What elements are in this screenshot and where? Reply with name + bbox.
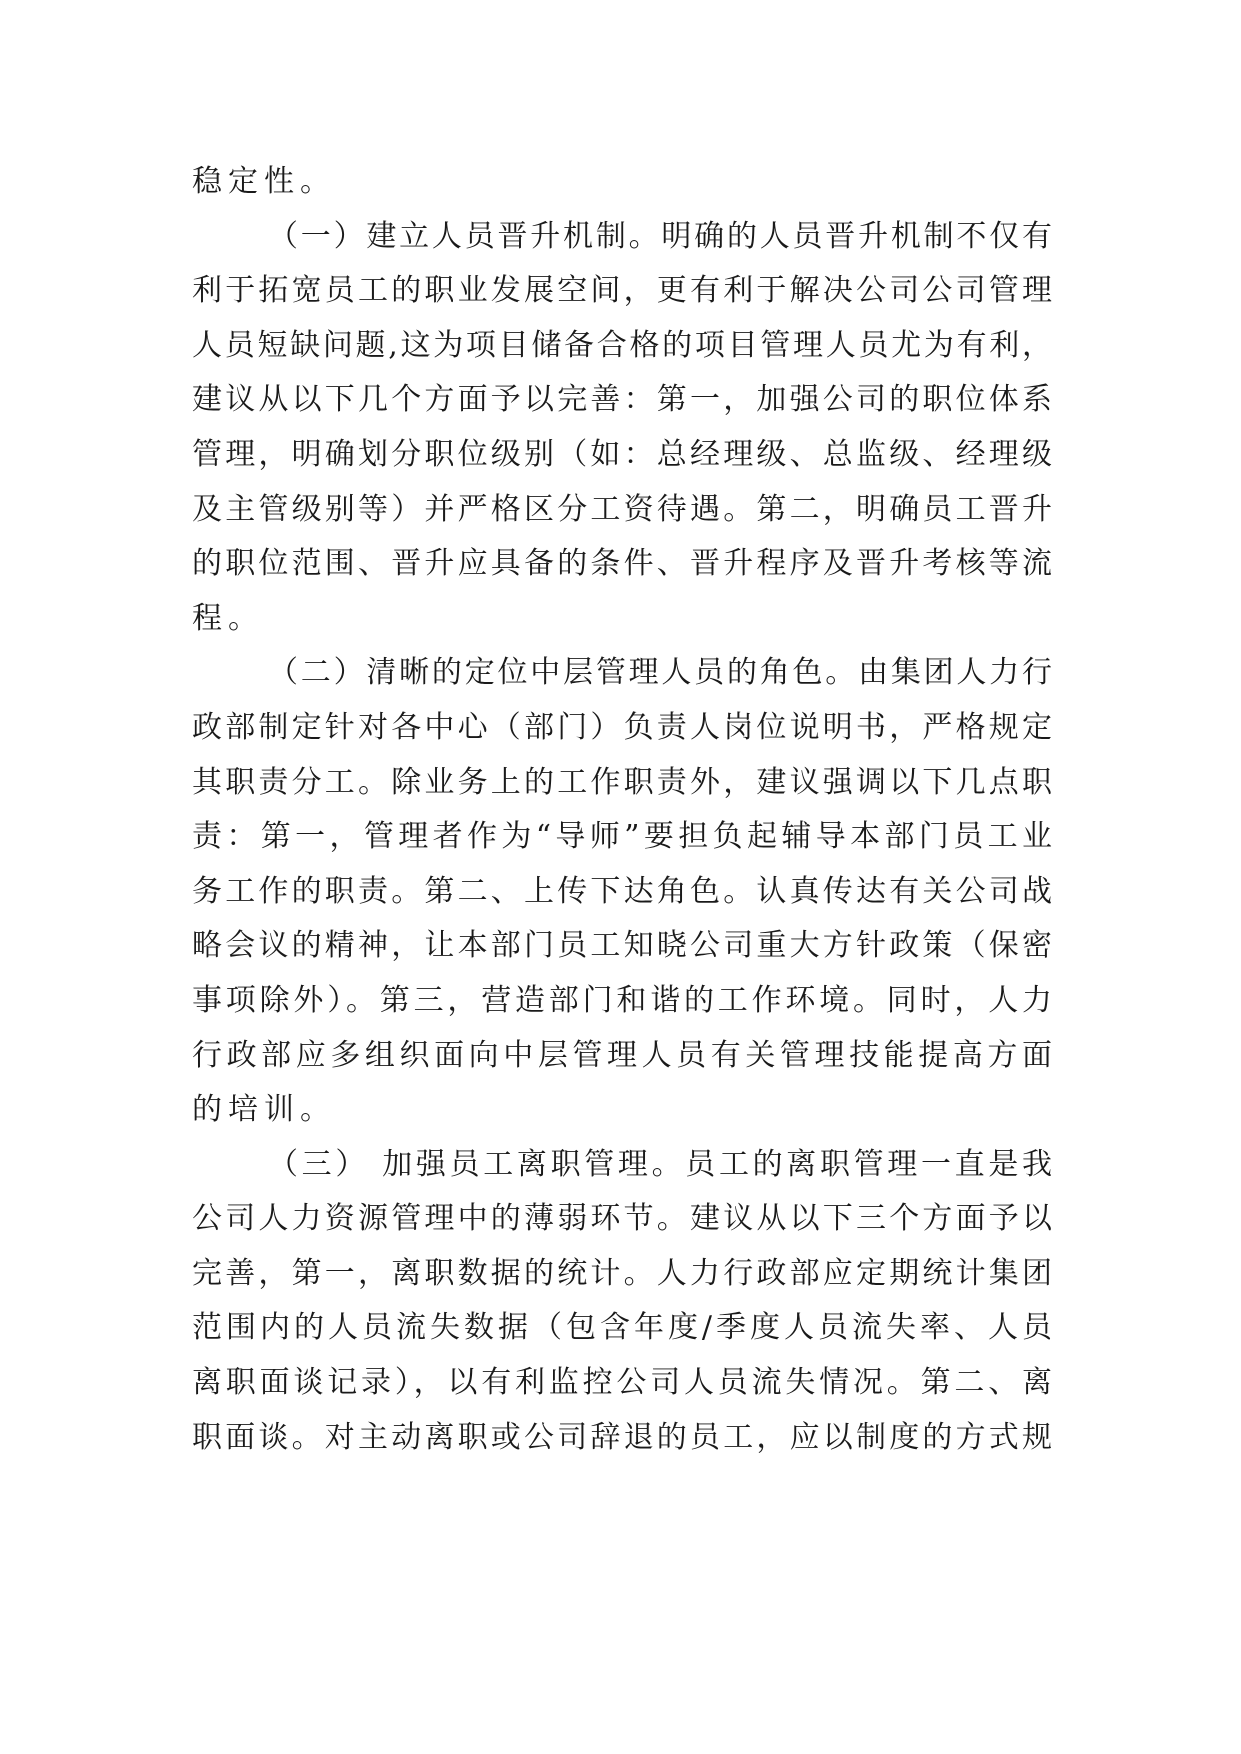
document-page — [192, 155, 1052, 1465]
text-line: 完善，第一，离职数据的统计。人力行政部应定期统计集团 — [192, 1255, 1052, 1291]
text-line: 责：第一，管理者作为“导师”要担负起辅导本部门员工业 — [192, 819, 1052, 855]
text-line: 的职位范围、晋升应具备的条件、晋升程序及晋升考核等流 — [192, 546, 1052, 582]
text-line: 及主管级别等）并严格区分工资待遇。第二，明确员工晋升 — [192, 491, 1052, 527]
text-line: 政部制定针对各中心（部门）负责人岗位说明书，严格规定 — [192, 709, 1052, 745]
text-line: 人员短缺问题,这为项目储备合格的项目管理人员尤为有利， — [192, 327, 1052, 363]
text-line: （一）建立人员晋升机制。明确的人员晋升机制不仅有 — [268, 218, 1052, 254]
text-line: 务工作的职责。第二、上传下达角色。认真传达有关公司战 — [192, 873, 1052, 909]
text-line: 事项除外）。第三，营造部门和谐的工作环境。同时，人力 — [192, 982, 1052, 1018]
text-line: 范围内的人员流失数据（包含年度/季度人员流失率、人员 — [192, 1310, 1052, 1346]
text-line: 行政部应多组织面向中层管理人员有关管理技能提高方面 — [192, 1037, 1052, 1073]
text-line: 利于拓宽员工的职业发展空间，更有利于解决公司公司管理 — [192, 273, 1052, 309]
text-line: 程。 — [192, 600, 264, 636]
text-line: 职面谈。对主动离职或公司辞退的员工，应以制度的方式规 — [192, 1419, 1052, 1455]
text-line: 公司人力资源管理中的薄弱环节。建议从以下三个方面予以 — [192, 1201, 1052, 1237]
text-line: （三） 加强员工离职管理。员工的离职管理一直是我 — [268, 1146, 1052, 1182]
text-line: 稳定性。 — [192, 164, 336, 199]
text-line: 建议从以下几个方面予以完善：第一，加强公司的职位体系 — [192, 382, 1052, 418]
text-line: （二）清晰的定位中层管理人员的角色。由集团人力行 — [268, 655, 1052, 691]
text-line: 的培训。 — [192, 1092, 336, 1128]
text-line: 略会议的精神，让本部门员工知晓公司重大方针政策（保密 — [192, 928, 1052, 964]
text-line: 离职面谈记录），以有利监控公司人员流失情况。第二、离 — [192, 1365, 1052, 1401]
text-line: 其职责分工。除业务上的工作职责外，建议强调以下几点职 — [192, 764, 1052, 800]
text-line: 管理，明确划分职位级别（如：总经理级、总监级、经理级 — [192, 436, 1052, 472]
